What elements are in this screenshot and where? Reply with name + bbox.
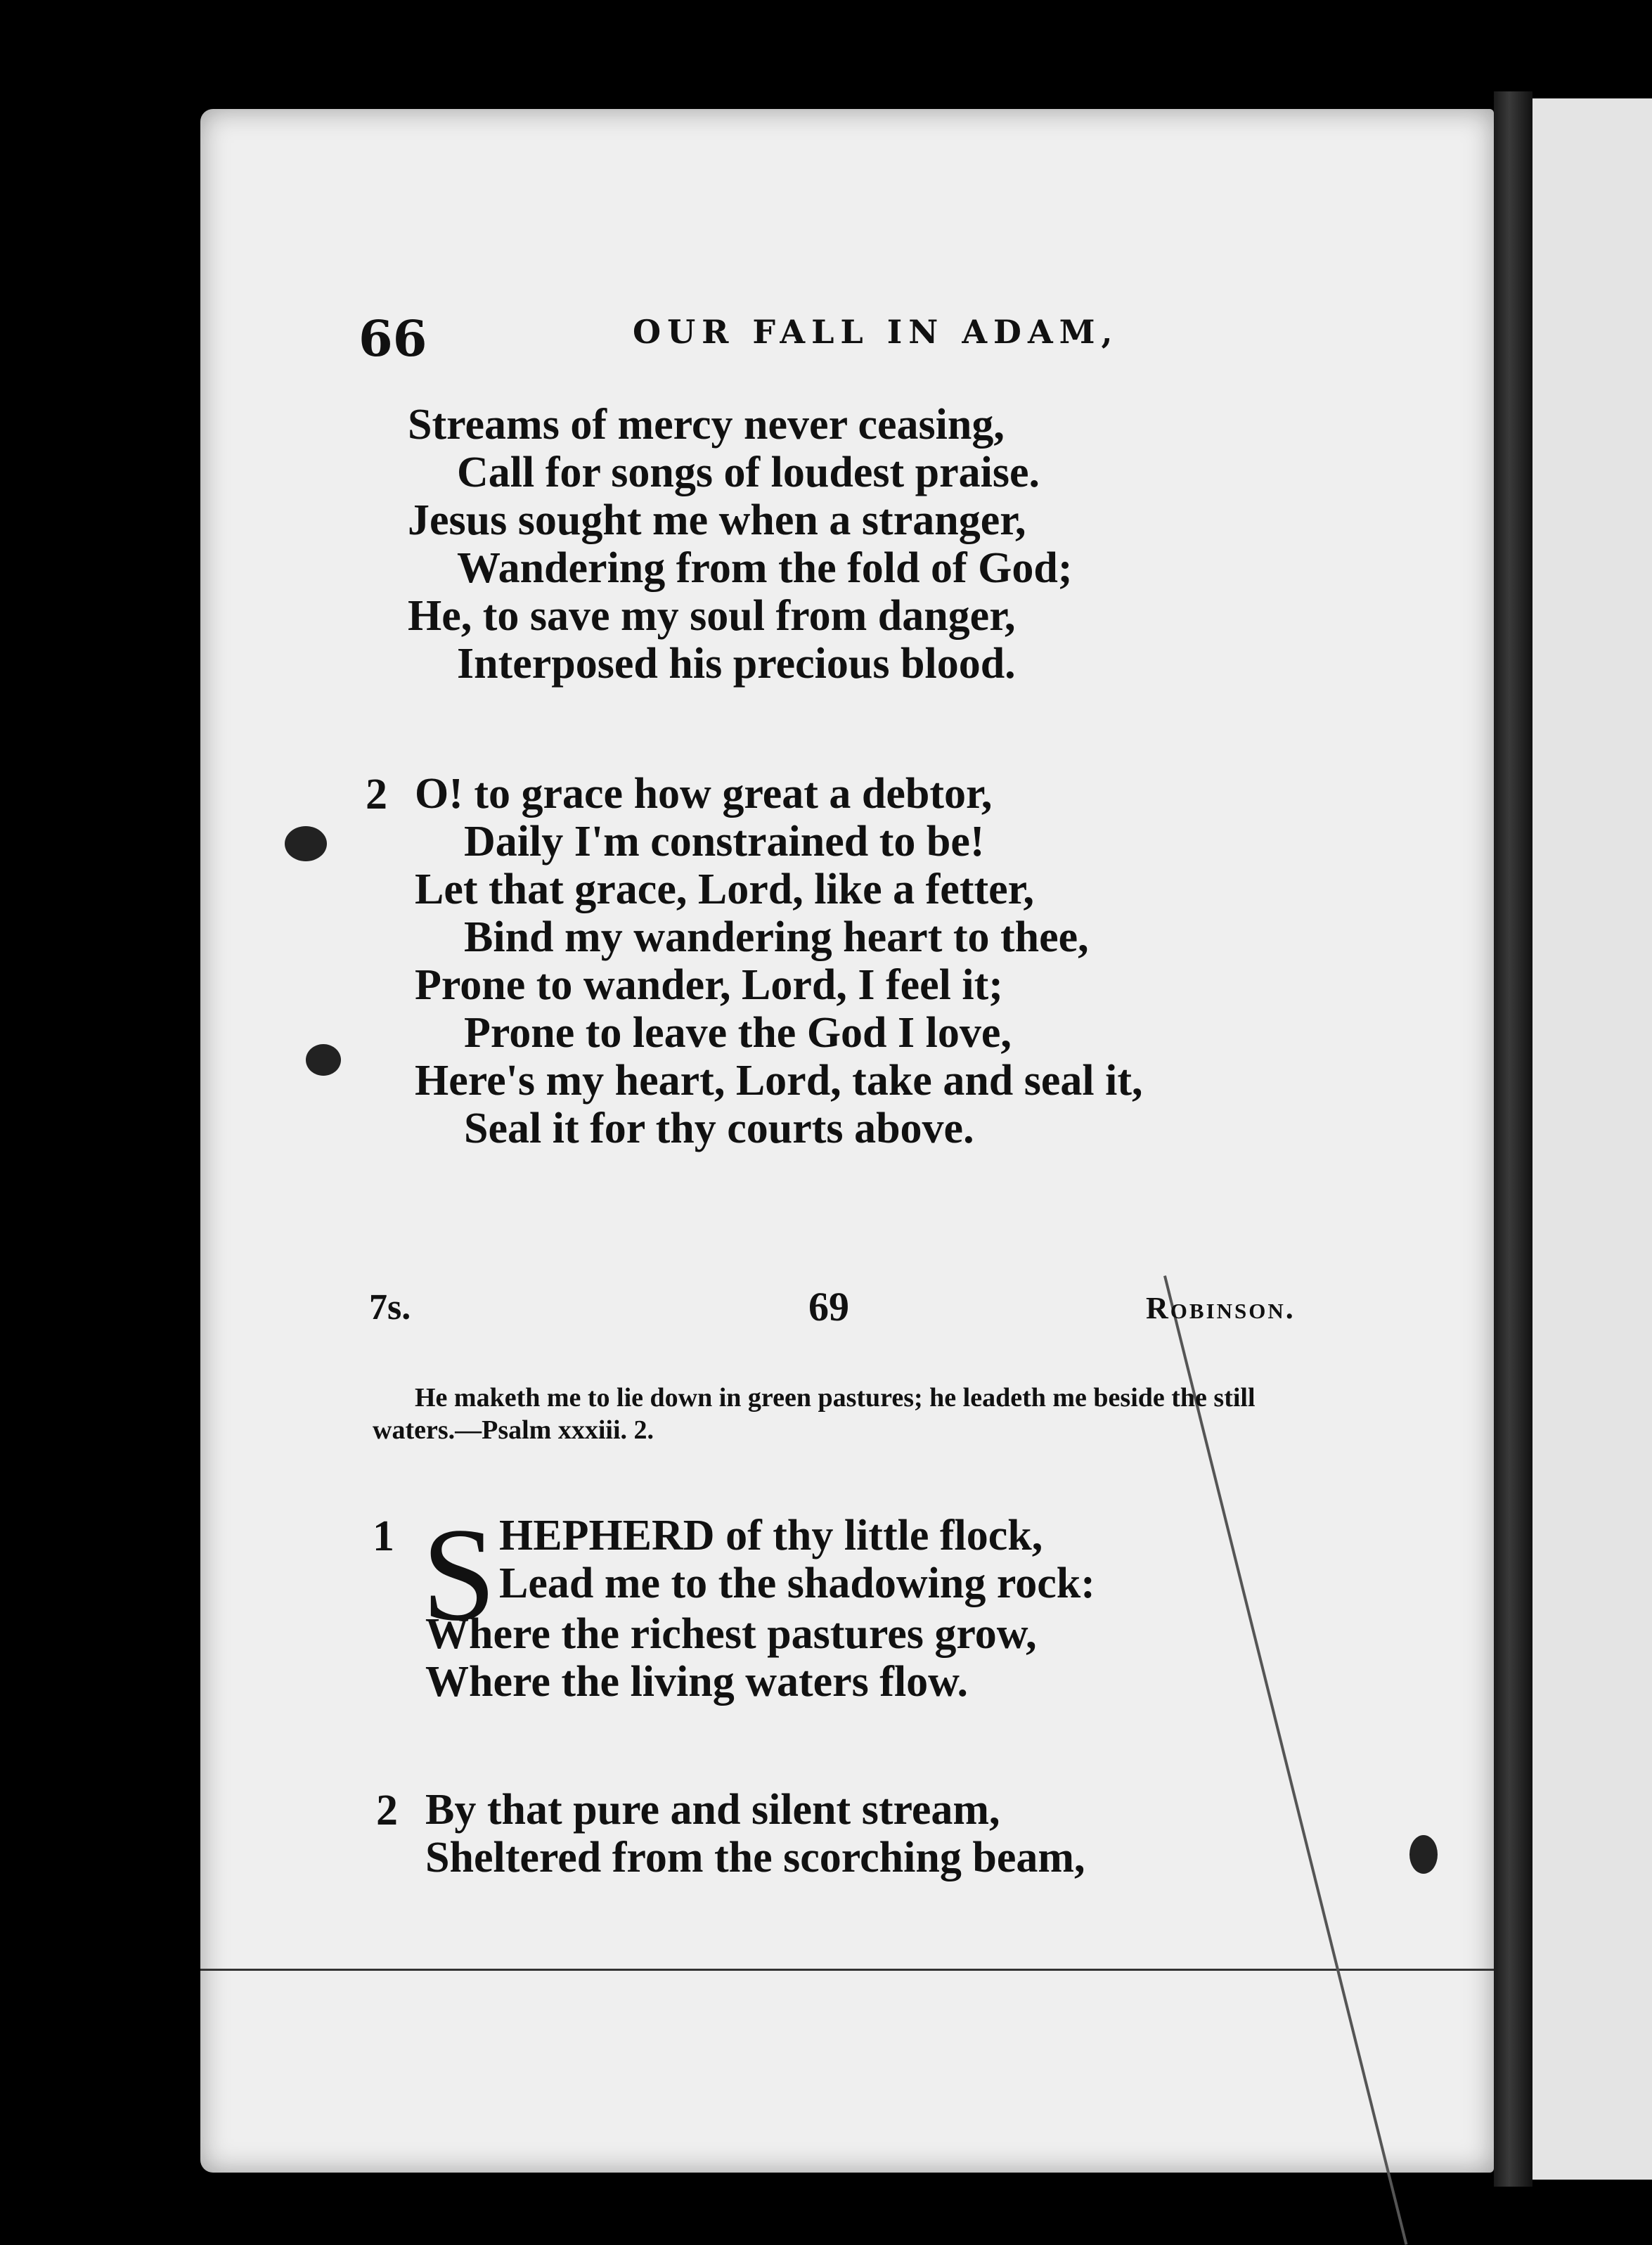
verse-line: He, to save my soul from danger, bbox=[408, 592, 1016, 640]
stanza-continued-1 bbox=[408, 401, 1072, 688]
verse-line: Sheltered from the scorching beam, bbox=[425, 1834, 1085, 1881]
verse-line: O! to grace how great a debtor, bbox=[415, 770, 993, 818]
verse-line: Let that grace, Lord, like a fetter, bbox=[415, 866, 1034, 913]
verse-line: By that pure and silent stream, bbox=[425, 1786, 1000, 1834]
verse-line: Jesus sought me when a stranger, bbox=[408, 496, 1026, 544]
book-gutter bbox=[1494, 91, 1532, 2187]
verse-line: Wandering from the fold of God; bbox=[457, 544, 1073, 592]
hymn-number: 69 bbox=[808, 1284, 849, 1330]
stanza-number: 2 bbox=[376, 1787, 398, 1834]
verse-line: Seal it for thy courts above. bbox=[464, 1105, 974, 1152]
hymn-meter: 7s. bbox=[369, 1287, 411, 1327]
verse-line: Interposed his precious blood. bbox=[457, 640, 1016, 688]
verse-line: Streams of mercy never ceasing, bbox=[408, 401, 1005, 449]
ink-blot bbox=[306, 1044, 341, 1076]
verse-line: Where the richest pastures grow, bbox=[425, 1610, 1037, 1658]
page-number: 66 bbox=[359, 309, 427, 368]
ink-blot bbox=[1409, 1835, 1438, 1874]
hymn-author: Robinson. bbox=[1146, 1291, 1296, 1325]
hymn-69-stanza-2 bbox=[425, 1786, 1085, 1881]
scripture-epigraph: He maketh me to lie down in green pastures; he leadeth me beside the still waters.—Psalm xxxiii. 2. bbox=[373, 1383, 1256, 1445]
verse-line: Prone to wander, Lord, I feel it; bbox=[415, 961, 1003, 1009]
running-header: OUR FALL IN ADAM, bbox=[633, 313, 1119, 351]
page-rule bbox=[200, 1969, 1494, 1971]
verse-line: Where the living waters flow. bbox=[425, 1658, 969, 1706]
verse-line: Here's my heart, Lord, take and seal it, bbox=[415, 1057, 1143, 1105]
stanza-number: 2 bbox=[366, 771, 387, 818]
verse-line: Prone to leave the God I love, bbox=[464, 1009, 1012, 1057]
verse-line: Call for songs of loudest praise. bbox=[457, 449, 1040, 496]
hymn-69-stanza-1-top bbox=[499, 1512, 1095, 1607]
stanza-number: 1 bbox=[373, 1512, 394, 1560]
verse-line: Bind my wandering heart to thee, bbox=[464, 913, 1089, 961]
hymn-69-stanza-1-bottom bbox=[425, 1610, 1037, 1706]
verse-line: Lead me to the shadowing rock: bbox=[499, 1559, 1095, 1607]
verse-line: HEPHERD of thy little flock, bbox=[499, 1512, 1043, 1559]
facing-page-edge bbox=[1532, 98, 1652, 2180]
stanza-continued-2 bbox=[415, 770, 1143, 1152]
verse-line: Daily I'm constrained to be! bbox=[464, 818, 985, 866]
ink-blot bbox=[285, 826, 327, 861]
drop-cap: S bbox=[422, 1501, 496, 1649]
